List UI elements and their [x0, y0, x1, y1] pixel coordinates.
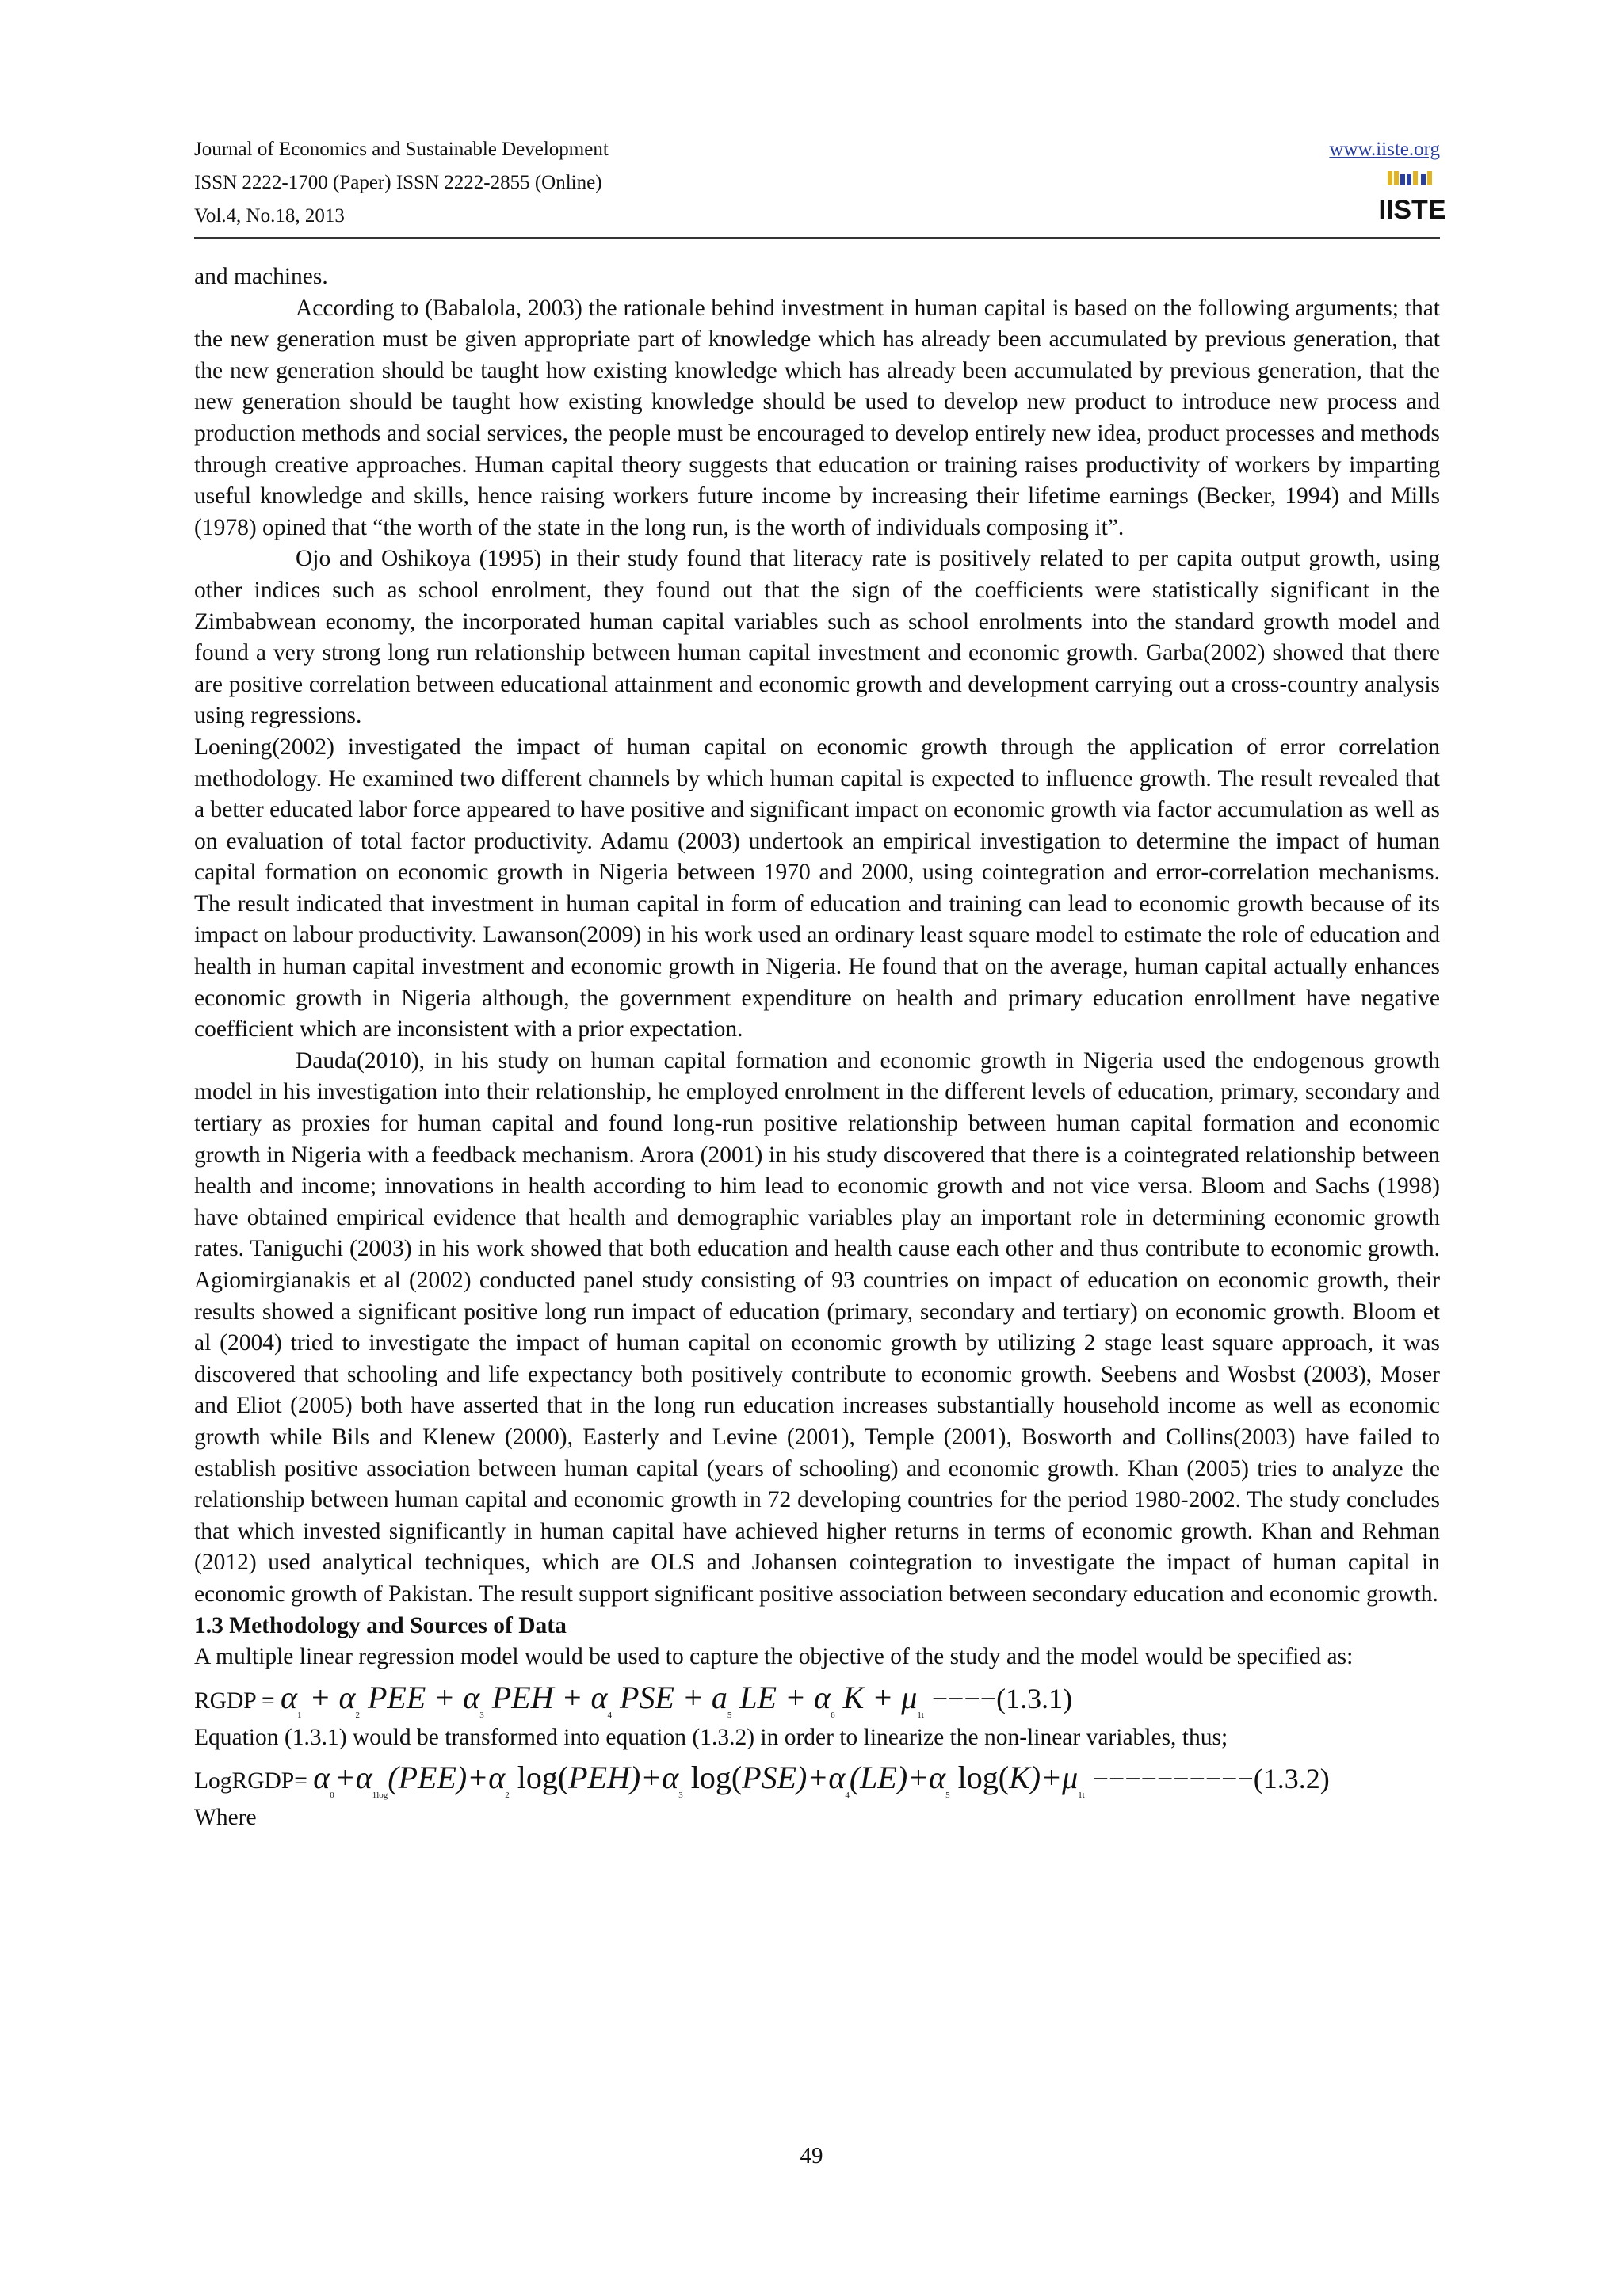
page-number: 49: [800, 2143, 823, 2168]
article-body: [194, 261, 1440, 1834]
journal-url-link[interactable]: www.iiste.org: [1329, 139, 1440, 160]
paragraph-where: Where: [194, 1805, 257, 1831]
svg-text:IISTE: IISTE: [1378, 195, 1446, 225]
journal-title: Journal of Economics and Sustainable Development: [194, 139, 609, 160]
section-heading: 1.3 Methodology and Sources of Data: [194, 1612, 567, 1638]
journal-header: [194, 133, 1446, 233]
paragraph-loening: Loening(2002) investigated the impact of human capital on economic growth through the application of error correlation methodology. He examined two different channels by which human capital is expected to influence growth. The result revealed that a better educated labor force appeared to have positive and significant impact on economic growth via factor accumulation as well as on evaluation of total factor productivity. Adamu (2003) undertook an empirical investigation to determine the impact of human capital formation on economic growth in Nigeria between 1970 and 2000, using cointegration and error-correlation mechanisms. The result indicated that investment in human capital in form of education and training can lead to economic growth because of its impact on labour productivity. Lawanson(2009) in his work used an ordinary least square model to estimate the role of education and health in human capital investment and economic growth in Nigeria. He found that on the average, human capital actually enhances economic growth in Nigeria although, the government expenditure on health and primary education enrollment have negative coefficient which are inconsistent with a prior expectation.: [194, 734, 1440, 1043]
paragraph-transformation: Equation (1.3.1) would be transformed into equation (1.3.2) in order to linearize the non-linear variables, thus;: [194, 1724, 1228, 1750]
header-divider: [194, 237, 1440, 239]
journal-issn: ISSN 2222-1700 (Paper) ISSN 2222-2855 (Online): [194, 172, 602, 193]
paragraph-continuation: and machines.: [194, 264, 328, 289]
paragraph-ojo-oshikoya: Ojo and Oshikoya (1995) in their study found that literacy rate is positively related to per capita output growth, using other indices such as school enrolment, they found out that the sign of the coefficients were statistically significant in the Zimbabwean economy, the incorporated human capital variables such as school enrolments into the standard growth model and found a very strong long run relationship between human capital investment and economic growth. Garba(2002) showed that there are positive correlation between educational attainment and economic growth and development carrying out a cross-country analysis using regressions.: [194, 546, 1440, 729]
iiste-logo-icon: [1378, 170, 1446, 227]
journal-volume: Vol.4, No.18, 2013: [194, 205, 345, 227]
equation-1-3-2: [194, 1753, 1440, 1802]
equation-1-number: (1.3.1): [996, 1682, 1073, 1714]
equation-1-3-1: [194, 1673, 1440, 1722]
paragraph-dauda: Dauda(2010), in his study on human capital formation and economic growth in Nigeria used the endogenous growth model in his investigation into their relationship, he employed enrolment in the different levels of education, primary, secondary and tertiary as proxies for human capital and found long-run positive relationship between human capital formation and economic growth in Nigeria with a feedback mechanism. Arora (2001) in his study discovered that there is a cointegrated relationship between health and income; innovations in health according to him lead to economic growth and not vice versa. Bloom and Sachs (1998) have obtained empirical evidence that health and demographic variables play an important role in determining economic growth rates. Taniguchi (2003) in his work showed that both education and health cause each other and thus contribute to economic growth. Agiomirgianakis et al (2002) conducted panel study consisting of 93 countries on impact of education on economic growth, their results showed a significant positive long run impact of education (primary, secondary and tertiary) on economic growth. Bloom et al (2004) tried to investigate the impact of human capital on economic growth by utilizing 2 stage least square approach, it was discovered that schooling and life expectancy both positively contribute to economic growth. Seebens and Wosbst (2003), Moser and Eliot (2005) both have asserted that in the long run education increases substantially household income as well as economic growth while Bils and Klenew (2000), Easterly and Levine (2001), Temple (2001), Bosworth and Collins(2003) have failed to establish positive association between human capital (years of schooling) and economic growth. Khan (2005) tries to analyze the relationship between human capital and economic growth in 72 developing countries for the period 1980-2002. The study concludes that which invested significantly in human capital have achieved higher returns in terms of economic growth. Khan and Rehman (2012) used analytical techniques, which are OLS and Johansen cointegration to investigate the impact of human capital in economic growth of Pakistan. The result support significant positive association between secondary education and economic growth.: [194, 1047, 1440, 1607]
paragraph-methodology: A multiple linear regression model would be used to capture the objective of the study and the model would be specified as:: [194, 1644, 1354, 1670]
equation-2-number: (1.3.2): [1253, 1763, 1330, 1795]
paragraph-babalola: According to (Babalola, 2003) the rationale behind investment in human capital is based on the following arguments; that the new generation must be given appropriate part of knowledge which has already been accumulated by previous generation, that the new generation should be taught how existing knowledge which has already been accumulated by previous generation, that the new generation should be taught how existing knowledge should be used to develop new product to introduce new process and production methods and social services, the people must be encouraged to develop entirely new idea, product processes and methods through creative approaches. Human capital theory suggests that education or training raises productivity of workers by imparting useful knowledge and skills, hence raising workers future income by increasing their lifetime earnings (Becker, 1994) and Mills (1978) opined that “the worth of the state in the long run, is the worth of individuals composing it”.: [194, 295, 1440, 540]
equation-1-expression: $\alpha_1 + \alpha_2$ PEE + $\alpha_3$ PEH + $\alpha_4$ PSE + $a_5$ LE + $\alpha_6$ $K + \mu_{1t}$ −−−−: [280, 1679, 997, 1720]
equation-1-label: RGDP =: [194, 1688, 281, 1714]
equation-2-label: LogRGDP=: [194, 1768, 314, 1794]
equation-2-expression: $\alpha_0+\alpha_{1log}(PEE)+\alpha_2$ $\log(PEH)+\alpha_3$ $\log(PSE)+\alpha_4(LE)+\alpha_5$ $\log(K)+\mu_{1t}$ −−−−−−−−−−: [313, 1760, 1254, 1801]
